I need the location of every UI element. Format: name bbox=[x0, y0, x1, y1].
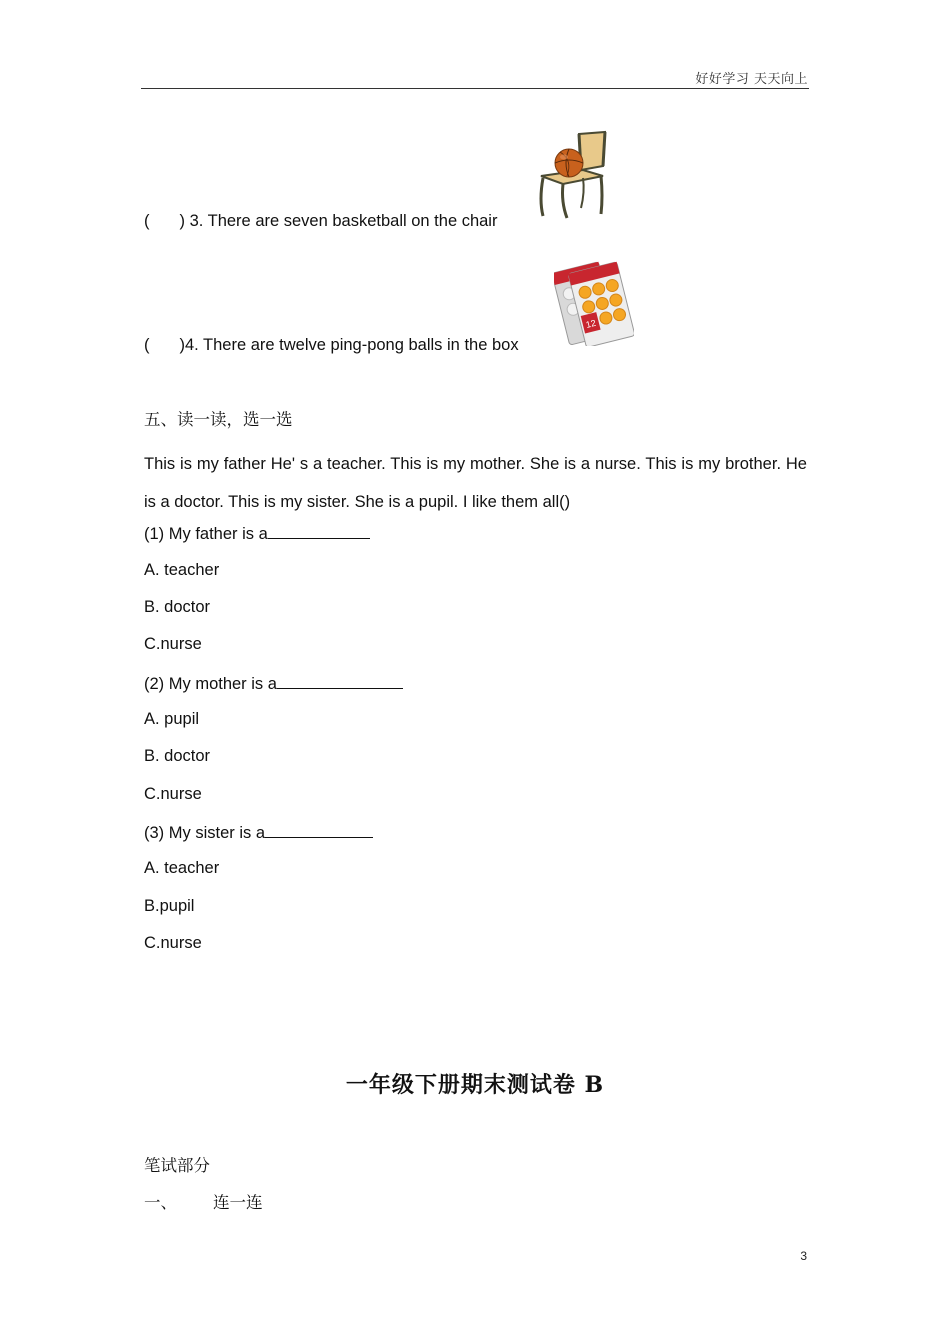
chair-basketball-image bbox=[533, 130, 611, 222]
mcq-3-stem-text: (3) My sister is a bbox=[144, 824, 266, 842]
question-3 bbox=[144, 211, 497, 231]
mcq-2-stem bbox=[144, 672, 403, 694]
page-number: 3 bbox=[800, 1249, 807, 1263]
mcq-1-stem bbox=[144, 522, 370, 544]
part-1-number: 一、 bbox=[144, 1193, 177, 1212]
q3-paren: ( bbox=[144, 212, 150, 230]
header-motto: 好好学习 天天向上 bbox=[695, 72, 808, 87]
mcq-2-option-c: C.nurse bbox=[144, 785, 202, 803]
q3-text: ) 3. There are seven basketball on the chair bbox=[179, 212, 498, 230]
mcq-3-option-a: A. teacher bbox=[144, 859, 220, 877]
pingpong-pack-label: 12 bbox=[584, 317, 597, 330]
mcq-1-option-a: A. teacher bbox=[144, 561, 220, 579]
mcq-3-option-b: B.pupil bbox=[144, 897, 195, 915]
mcq-3-stem bbox=[144, 821, 373, 843]
part-1-heading bbox=[144, 1193, 263, 1213]
mcq-1-option-b: B. doctor bbox=[144, 598, 211, 616]
mcq-1-answer-blank bbox=[268, 522, 370, 539]
question-4 bbox=[144, 335, 519, 355]
mcq-1-option-c: C.nurse bbox=[144, 635, 202, 653]
mcq-2-option-a: A. pupil bbox=[144, 710, 200, 728]
mcq-3-option-c: C.nurse bbox=[144, 934, 202, 952]
part-1-label: 连一连 bbox=[213, 1193, 263, 1212]
q4-text: )4. There are twelve ping-pong balls in the box bbox=[179, 336, 519, 354]
mcq-1-stem-text: (1) My father is a bbox=[144, 525, 268, 543]
mcq-3-answer-blank bbox=[265, 821, 373, 838]
written-part-heading: 笔试部分 bbox=[144, 1156, 210, 1175]
mcq-2-stem-text: (2) My mother is a bbox=[144, 675, 277, 693]
q4-paren: ( bbox=[144, 336, 150, 354]
exam-title: 一年级下册期末测试卷 B bbox=[345, 1072, 605, 1098]
mcq-2-answer-blank bbox=[277, 672, 403, 689]
mcq-2-option-b: B. doctor bbox=[144, 747, 211, 765]
pingpong-box-image bbox=[554, 258, 634, 346]
reading-passage: This is my father He' s a teacher. This is my mother. She is a nurse. This is my brother. He is a doctor. This is my sister. She is a pupil. I like them all() bbox=[144, 455, 807, 511]
header-divider bbox=[141, 88, 809, 89]
section-5-heading: 五、读一读，选一选 bbox=[144, 410, 293, 429]
